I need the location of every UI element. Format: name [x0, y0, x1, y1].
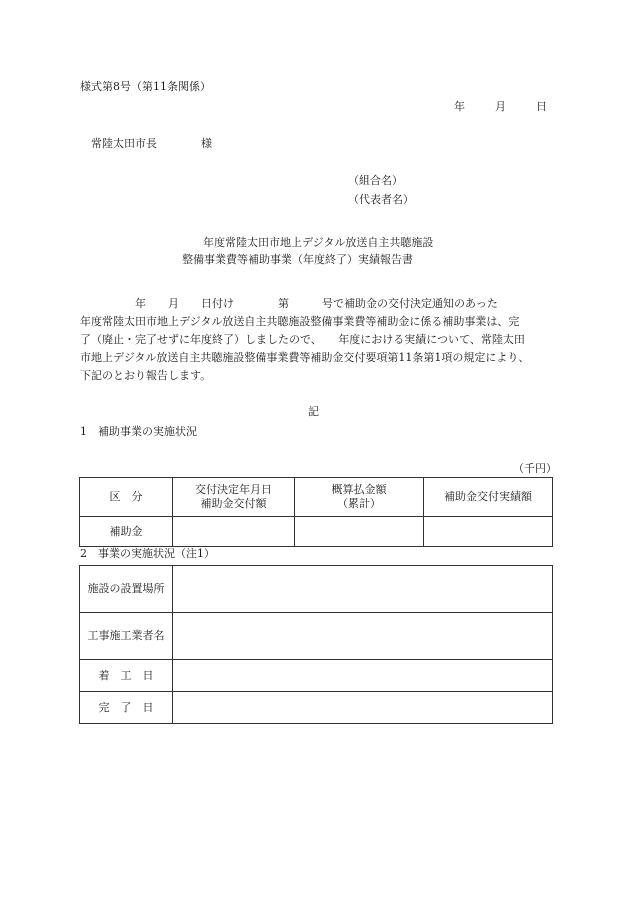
date-day-label: 日: [536, 100, 547, 113]
table-row: [80, 692, 553, 724]
body-line: 了（廃止・完了せずに年度終了）しましたので、 年度における実績について、常陸太田: [80, 333, 525, 346]
row-label-completion-date: 完 了 日: [80, 692, 173, 724]
subsidy-table: [79, 477, 553, 547]
cell-completion-date[interactable]: [173, 692, 553, 724]
addressee: 常陸太田市長 様: [91, 137, 212, 150]
cell-decision-amount[interactable]: [173, 517, 295, 547]
cell-facility-location[interactable]: [173, 566, 553, 613]
report-title-line-1: 年度常陸太田市地上デジタル放送自主共聴施設: [203, 236, 434, 249]
date-month-label: 月: [495, 100, 506, 113]
body-line: 年度常陸太田市地上デジタル放送自主共聴施設整備事業費等補助金に係る補助事業は、完: [80, 315, 520, 328]
unit-label: （千円）: [513, 462, 557, 475]
row-label-contractor: 工事施工業者名: [80, 613, 173, 660]
header-advance-payment: 概算払金額 （累計）: [295, 478, 424, 517]
cell-start-date[interactable]: [173, 660, 553, 692]
implementation-table: [79, 565, 553, 724]
table-header-row: [80, 478, 553, 517]
cell-advance-amount[interactable]: [295, 517, 424, 547]
section-1-title: 1 補助事業の実施状況: [80, 425, 197, 438]
report-title-line-2: 整備事業費等補助事業（年度終了）実績報告書: [182, 253, 413, 266]
row-label-start-date: 着 工 日: [80, 660, 173, 692]
report-body: [80, 295, 529, 385]
cell-contractor[interactable]: [173, 613, 553, 660]
table-row: [80, 566, 553, 613]
date-year-label: 年: [454, 100, 465, 113]
header-category: 区 分: [80, 478, 173, 517]
table-row: [80, 517, 553, 547]
table-row: [80, 660, 553, 692]
org-name-label: （組合名）: [348, 174, 403, 187]
form-number: 様式第8号（第11条関係）: [80, 80, 211, 93]
representative-name-label: （代表者名）: [348, 193, 414, 206]
row-label-facility-location: 施設の設置場所: [80, 566, 173, 613]
date-line: [454, 100, 547, 114]
row-label-subsidy: 補助金: [80, 517, 173, 547]
body-line: 年 月 日付け 第 号で補助金の交付決定通知のあった: [80, 297, 498, 310]
body-line: 市地上デジタル放送自主共聴施設整備事業費等補助金交付要項第11条第1項の規定により、: [80, 351, 530, 364]
header-decision-date-amount: 交付決定年月日 補助金交付額: [173, 478, 295, 517]
cell-actual-amount[interactable]: [424, 517, 553, 547]
table-row: [80, 613, 553, 660]
section-2-title: 2 事業の実施状況（注1）: [80, 547, 215, 560]
ki-heading: 記: [308, 405, 319, 418]
header-actual-amount: 補助金交付実績額: [424, 478, 553, 517]
body-line: 下記のとおり報告します。: [80, 369, 212, 382]
